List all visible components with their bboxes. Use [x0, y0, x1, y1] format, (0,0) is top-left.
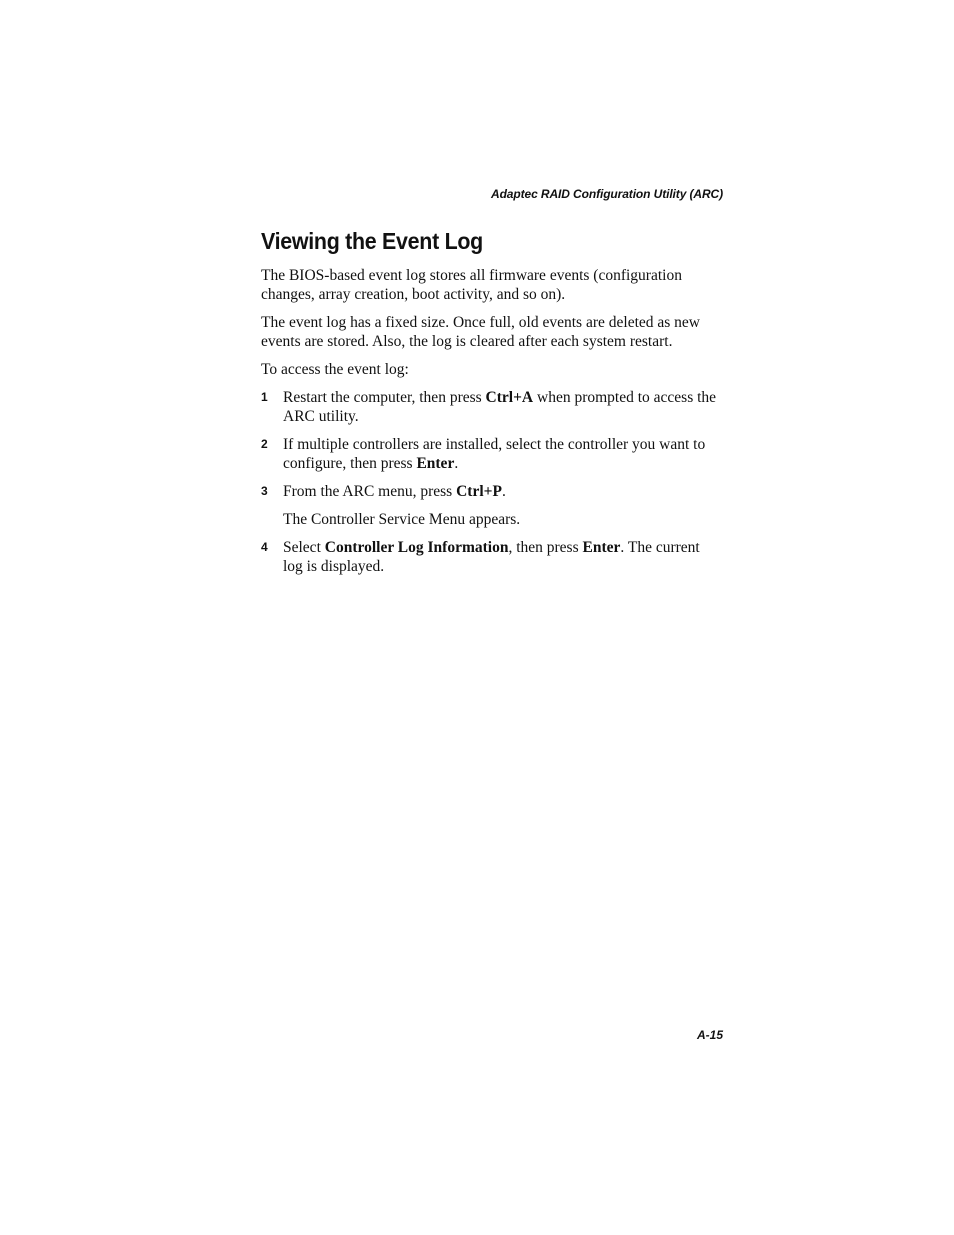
menu-option: Controller Log Information: [324, 539, 509, 556]
step-2: [261, 435, 723, 473]
key-command: Ctrl+P: [456, 483, 502, 500]
step-text: . The current log is displayed.: [283, 539, 700, 575]
step-4: [261, 538, 723, 576]
step-number: 2: [261, 437, 268, 451]
step-number: 1: [261, 390, 268, 404]
step-text: when prompted to access the ARC utility.: [283, 389, 717, 425]
running-header: Adaptec RAID Configuration Utility (ARC): [491, 187, 723, 201]
step-number: 4: [261, 540, 268, 554]
key-command: Ctrl+A: [485, 389, 534, 406]
steps-list: [261, 388, 723, 576]
page-title: Viewing the Event Log: [261, 228, 483, 254]
step-3: [261, 482, 723, 529]
page-number: A-15: [696, 1028, 723, 1042]
step-text: Select: [283, 539, 325, 556]
log-size-paragraph: The event log has a fixed size. Once full, old events are deleted as new events are stored. Also, the log is cleared after each system restart.: [261, 314, 700, 350]
key-command: Enter: [416, 455, 455, 472]
step-note: The Controller Service Menu appears.: [283, 511, 521, 528]
step-text: If multiple controllers are installed, select the controller you want to configure, then press: [283, 436, 706, 472]
step-text: .: [454, 455, 459, 472]
section-content: [261, 226, 723, 585]
access-intro-paragraph: To access the event log:: [261, 361, 409, 378]
step-1: [261, 388, 723, 426]
step-text: Restart the computer, then press: [283, 389, 486, 406]
step-text: , then press: [508, 539, 583, 556]
step-text: From the ARC menu, press: [283, 483, 457, 500]
step-number: 3: [261, 484, 268, 498]
key-command: Enter: [582, 539, 621, 556]
step-text: .: [501, 483, 506, 500]
intro-paragraph: The BIOS-based event log stores all firmware events (configuration changes, array creation, boot activity, and so on).: [261, 267, 682, 303]
